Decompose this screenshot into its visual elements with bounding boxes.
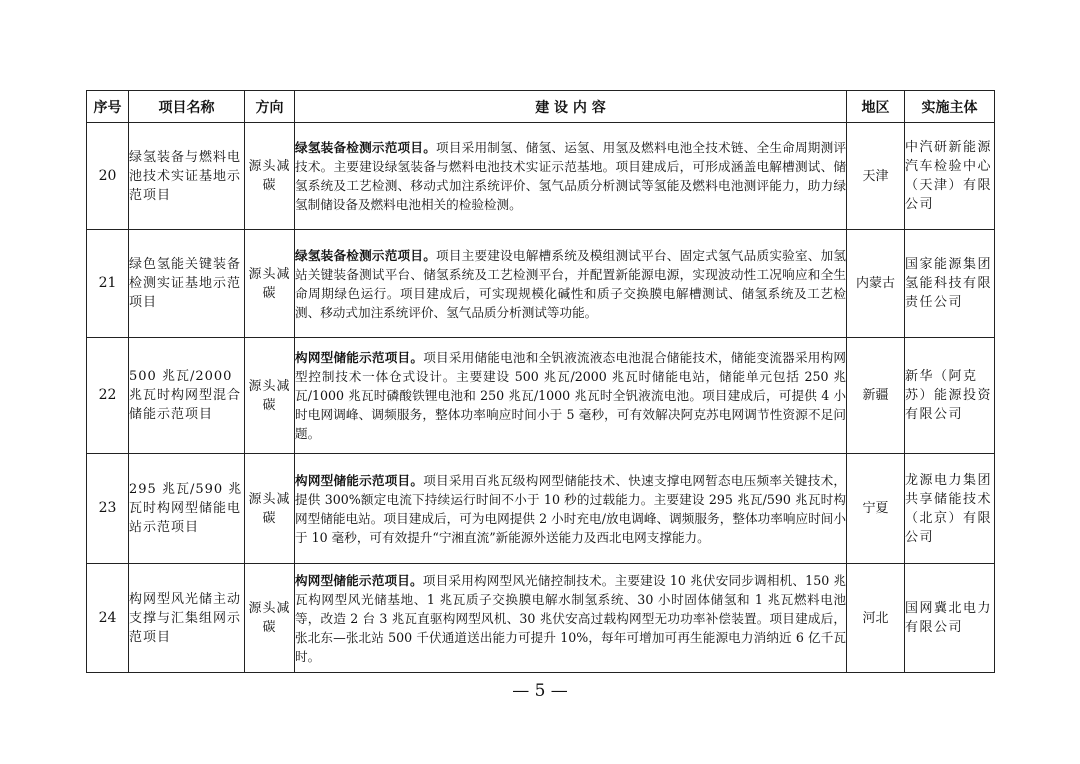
- row-project-name: 295 兆瓦/590 兆瓦时构网型储能电站示范项目: [129, 454, 245, 564]
- row-project-name: 构网型风光储主动支撑与汇集组网示范项目: [129, 564, 245, 673]
- row-content-body: 项目采用制氢、储氢、运氢、用氢及燃料电池全技术链、全生命周期测评技术。主要建设绿氢装备与燃料电池技术实证示范基地。项目建成后，可形成涵盖电解槽测试、储氢系统及工艺检测、移动式加注系统评价、氢气品质分析测试等氢能及燃料电池测评能力，助力绿氢制储设备及燃料电池相关的检验检测。: [295, 140, 847, 212]
- header-region: 地区: [847, 91, 905, 123]
- row-entity: 龙源电力集团共享储能技术（北京）有限公司: [905, 454, 995, 564]
- row-seq: 22: [87, 338, 129, 454]
- header-entity: 实施主体: [905, 91, 995, 123]
- row-content-title: 构网型储能示范项目。: [295, 350, 424, 365]
- table-header-row: [87, 91, 995, 123]
- row-region: 河北: [847, 564, 905, 673]
- row-region: 内蒙古: [847, 230, 905, 338]
- row-seq: 20: [87, 123, 129, 230]
- row-content-title: 构网型储能示范项目。: [295, 572, 423, 588]
- row-content: [295, 564, 847, 673]
- row-project-name: 绿氢装备与燃料电池技术实证基地示范项目: [129, 123, 245, 230]
- header-direction: 方向: [245, 91, 295, 123]
- row-content-body: 项目采用百兆瓦级构网型储能技术、快速支撑电网暂态电压频率关键技术，提供 300%额定电流下持续运行时间不小于 10 秒的过载能力。主要建设 295 兆瓦/590 兆瓦时构网型储能电站。项目建成后，可为电网提供 2 小时充电/放电调峰、调频服务，整体功率响应时间小于 10 毫秒，可有效提升“宁湘直流”新能源外送能力及西北电网支撑能力。: [295, 472, 847, 545]
- header-content: 建 设 内 容: [295, 91, 847, 123]
- row-project-name: 绿色氢能关键装备检测实证基地示范项目: [129, 230, 245, 338]
- row-direction: 源头减碳: [245, 338, 295, 454]
- table-row: [87, 454, 995, 564]
- projects-table: [86, 90, 995, 673]
- row-seq: 21: [87, 230, 129, 338]
- page-number: — 5 —: [512, 681, 568, 701]
- row-direction: 源头减碳: [245, 454, 295, 564]
- row-direction: 源头减碳: [245, 230, 295, 338]
- header-project-name: 项目名称: [129, 91, 245, 123]
- row-seq: 24: [87, 564, 129, 673]
- row-content-title: 构网型储能示范项目。: [295, 472, 424, 488]
- row-entity: 国家能源集团氢能科技有限责任公司: [905, 230, 995, 338]
- row-direction: 源头减碳: [245, 564, 295, 673]
- row-region: 宁夏: [847, 454, 905, 564]
- table-row: [87, 564, 995, 673]
- table-row: [87, 123, 995, 230]
- row-content: [295, 454, 847, 564]
- table-row: [87, 230, 995, 338]
- row-content-body: 项目采用储能电池和全钒液流液态电池混合储能技术，储能变流器采用构网型控制技术一体仓式设计。主要建设 500 兆瓦/2000 兆瓦时储能电站，储能单元包括 250 兆瓦/1000 兆瓦时磷酸铁锂电池和 250 兆瓦/1000 兆瓦时全钒液流电池。项目建成后，可提供 4 小时电网调峰、调频服务，整体功率响应时间小于 5 毫秒，可有效解决阿克苏电网调节性资源不足问题。: [295, 350, 847, 441]
- row-content-body: 项目主要建设电解槽系统及模组测试平台、固定式氢气品质实验室、加氢站关键装备测试平台、储氢系统及工艺检测平台，并配置新能源电源，实现波动性工况响应和全生命周期绿色运行。项目建成后，可实现规模化碱性和质子交换膜电解槽测试、储氢系统及工艺检测、移动式加注系统评价、氢气品质分析测试等功能。: [295, 247, 847, 320]
- row-content-body: 项目采用构网型风光储控制技术。主要建设 10 兆伏安同步调相机、150 兆瓦构网型风光储基地、1 兆瓦质子交换膜电解水制氢系统、30 小时固体储氢和 1 兆瓦燃料电池等，改造 2 台 3 兆瓦直驱构网型风机、30 兆伏安高过载构网型无功功率补偿装置。项目建成后，张北东—张北站 500 千伏通道送出能力可提升 10%，每年可增加可再生能源电力消纳近 6 亿千瓦时。: [295, 572, 847, 664]
- row-content: [295, 338, 847, 454]
- row-project-name: 500 兆瓦/2000 兆瓦时构网型混合储能示范项目: [129, 338, 245, 454]
- row-content: [295, 230, 847, 338]
- row-seq: 23: [87, 454, 129, 564]
- row-region: 天津: [847, 123, 905, 230]
- row-direction: 源头减碳: [245, 123, 295, 230]
- row-content: [295, 123, 847, 230]
- row-entity: 国网冀北电力有限公司: [905, 564, 995, 673]
- header-seq: 序号: [87, 91, 129, 123]
- table-row: [87, 338, 995, 454]
- row-entity: 新华（阿克苏）能源投资有限公司: [905, 338, 995, 454]
- row-region: 新疆: [847, 338, 905, 454]
- row-content-title: 绿氢装备检测示范项目。: [295, 247, 437, 263]
- row-entity: 中汽研新能源汽车检验中心（天津）有限公司: [905, 123, 995, 230]
- row-content-title: 绿氢装备检测示范项目。: [295, 140, 437, 155]
